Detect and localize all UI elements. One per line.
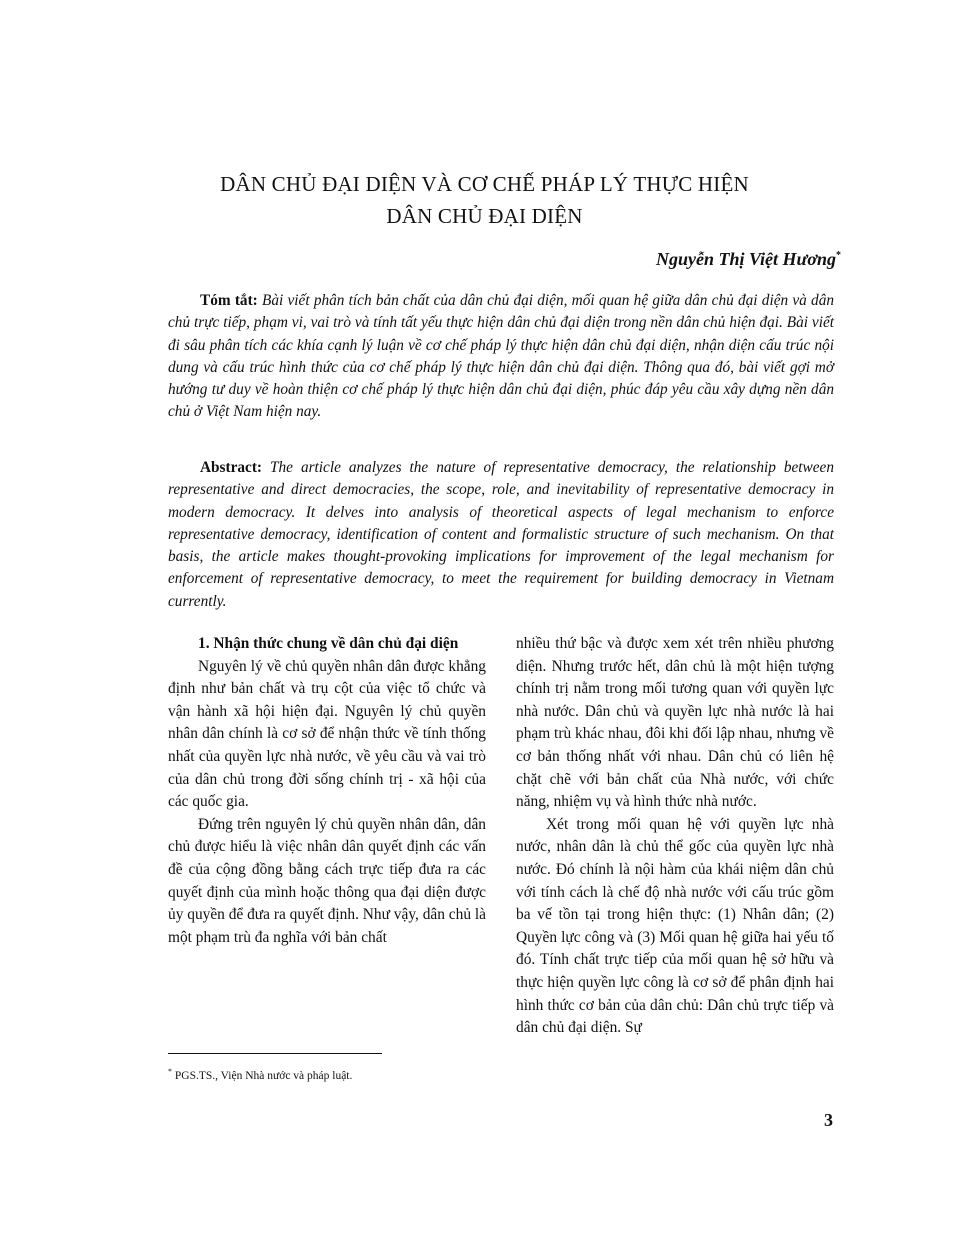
body-paragraph: Xét trong mối quan hệ với quyền lực nhà nước, nhân dân là chủ thể gốc của quyền lực nhà nước. Đó chính là nội hàm của khái niệm dân chủ với tính cách là chế độ nhà nước với cấu trúc gồm ba vế tồn tại trong hiện thực: (1) Nhân dân; (2) Quyền lực công và (3) Mối quan hệ giữa hai yếu tố đó. Tính chất trực tiếp của mối quan hệ sở hữu và thực hiện quyền lực công là cơ sở để phân định hai hình thức cơ bản của dân chủ: Dân chủ trực tiếp và dân chủ đại diện. Sự [516,815,834,1037]
footnote-text: PGS.TS., Viện Nhà nước và pháp luật. [174,1069,353,1082]
author-name [656,249,841,270]
page-number: 3 [824,1110,833,1130]
author-footnote-mark: * [836,250,841,261]
paper-title [120,168,849,232]
footnote-mark: * [168,1067,172,1076]
abstract-en-text: The article analyzes the nature of representative democracy, the relationship between representative and direct democracies, the scope, role, and inevitability of representative democracy in modern democracy. It delves into analysis of theoretical aspects of legal mechanism to enforce representative democracy, identification of content and formalistic structure of such mechanism. On that basis, the article makes thought-provoking implications for improvement of the legal mechanism for enforcement of representative democracy, to meet the requirement for building democracy in Vietnam currently. [168,459,834,610]
body-column-left [168,633,486,949]
abstract-english [168,457,834,613]
section-heading: 1. Nhận thức chung về dân chủ đại diện [198,635,459,652]
abstract-vietnamese [168,290,834,424]
title-line-2: DÂN CHỦ ĐẠI DIỆN [386,204,583,228]
abstract-en-label: Abstract: [200,459,263,476]
title-line-1: DÂN CHỦ ĐẠI DIỆN VÀ CƠ CHẾ PHÁP LÝ THỰC HIỆN [220,172,749,196]
body-paragraph: Nguyên lý về chủ quyền nhân dân được khẳng định như bản chất và trụ cột của việc tổ chức và vận hành xã hội hiện đại. Nguyên lý chủ quyền nhân dân chính là cơ sở để nhận thức về tính thống nhất của quyền lực nhà nước, về yêu cầu và vai trò của dân chủ trong đời sống chính trị - xã hội của các quốc gia. [168,657,486,811]
author-text: Nguyễn Thị Việt Hương [656,249,836,269]
abstract-vi-text: Bài viết phân tích bản chất của dân chủ đại diện, mối quan hệ giữa dân chủ đại diện và dân chủ trực tiếp, phạm vi, vai trò và tính tất yếu thực hiện dân chủ đại diện trong nền dân chủ hiện đại. Bài viết đi sâu phân tích các khía cạnh lý luận về cơ chế pháp lý thực hiện dân chủ đại diện, nhận diện cấu trúc nội dung và cấu trúc hình thức của cơ chế pháp lý thực hiện dân chủ đại diện. Thông qua đó, bài viết gợi mở hướng tư duy về hoàn thiện cơ chế pháp lý thực hiện dân chủ đại diện, phúc đáp yêu cầu xây dựng nền dân chủ ở Việt Nam hiện nay. [168,292,835,421]
body-paragraph: nhiều thứ bậc và được xem xét trên nhiều phương diện. Nhưng trước hết, dân chủ là một hiện tượng chính trị nằm trong mối tương quan với quyền lực nhà nước. Dân chủ và quyền lực nhà nước là hai phạm trù khác nhau, đôi khi đối lập nhau, nhưng về cơ bản thống nhất với nhau. Dân chủ có liên hệ chặt chẽ với bản chất của Nhà nước, với chức năng, nhiệm vụ và hình thức nhà nước. [516,635,834,811]
abstract-vi-label: Tóm tắt: [200,292,258,309]
footnote-divider [168,1053,382,1054]
footnote [168,1064,352,1084]
body-paragraph: Đứng trên nguyên lý chủ quyền nhân dân, dân chủ được hiểu là việc nhân dân quyết định các vấn đề của cộng đồng bằng cách trực tiếp đưa ra các quyết định của mình hoặc thông qua đại diện được ủy quyền để đưa ra quyết định. Như vậy, dân chủ là một phạm trù đa nghĩa với bản chất [168,815,486,946]
body-column-right [516,633,834,1040]
